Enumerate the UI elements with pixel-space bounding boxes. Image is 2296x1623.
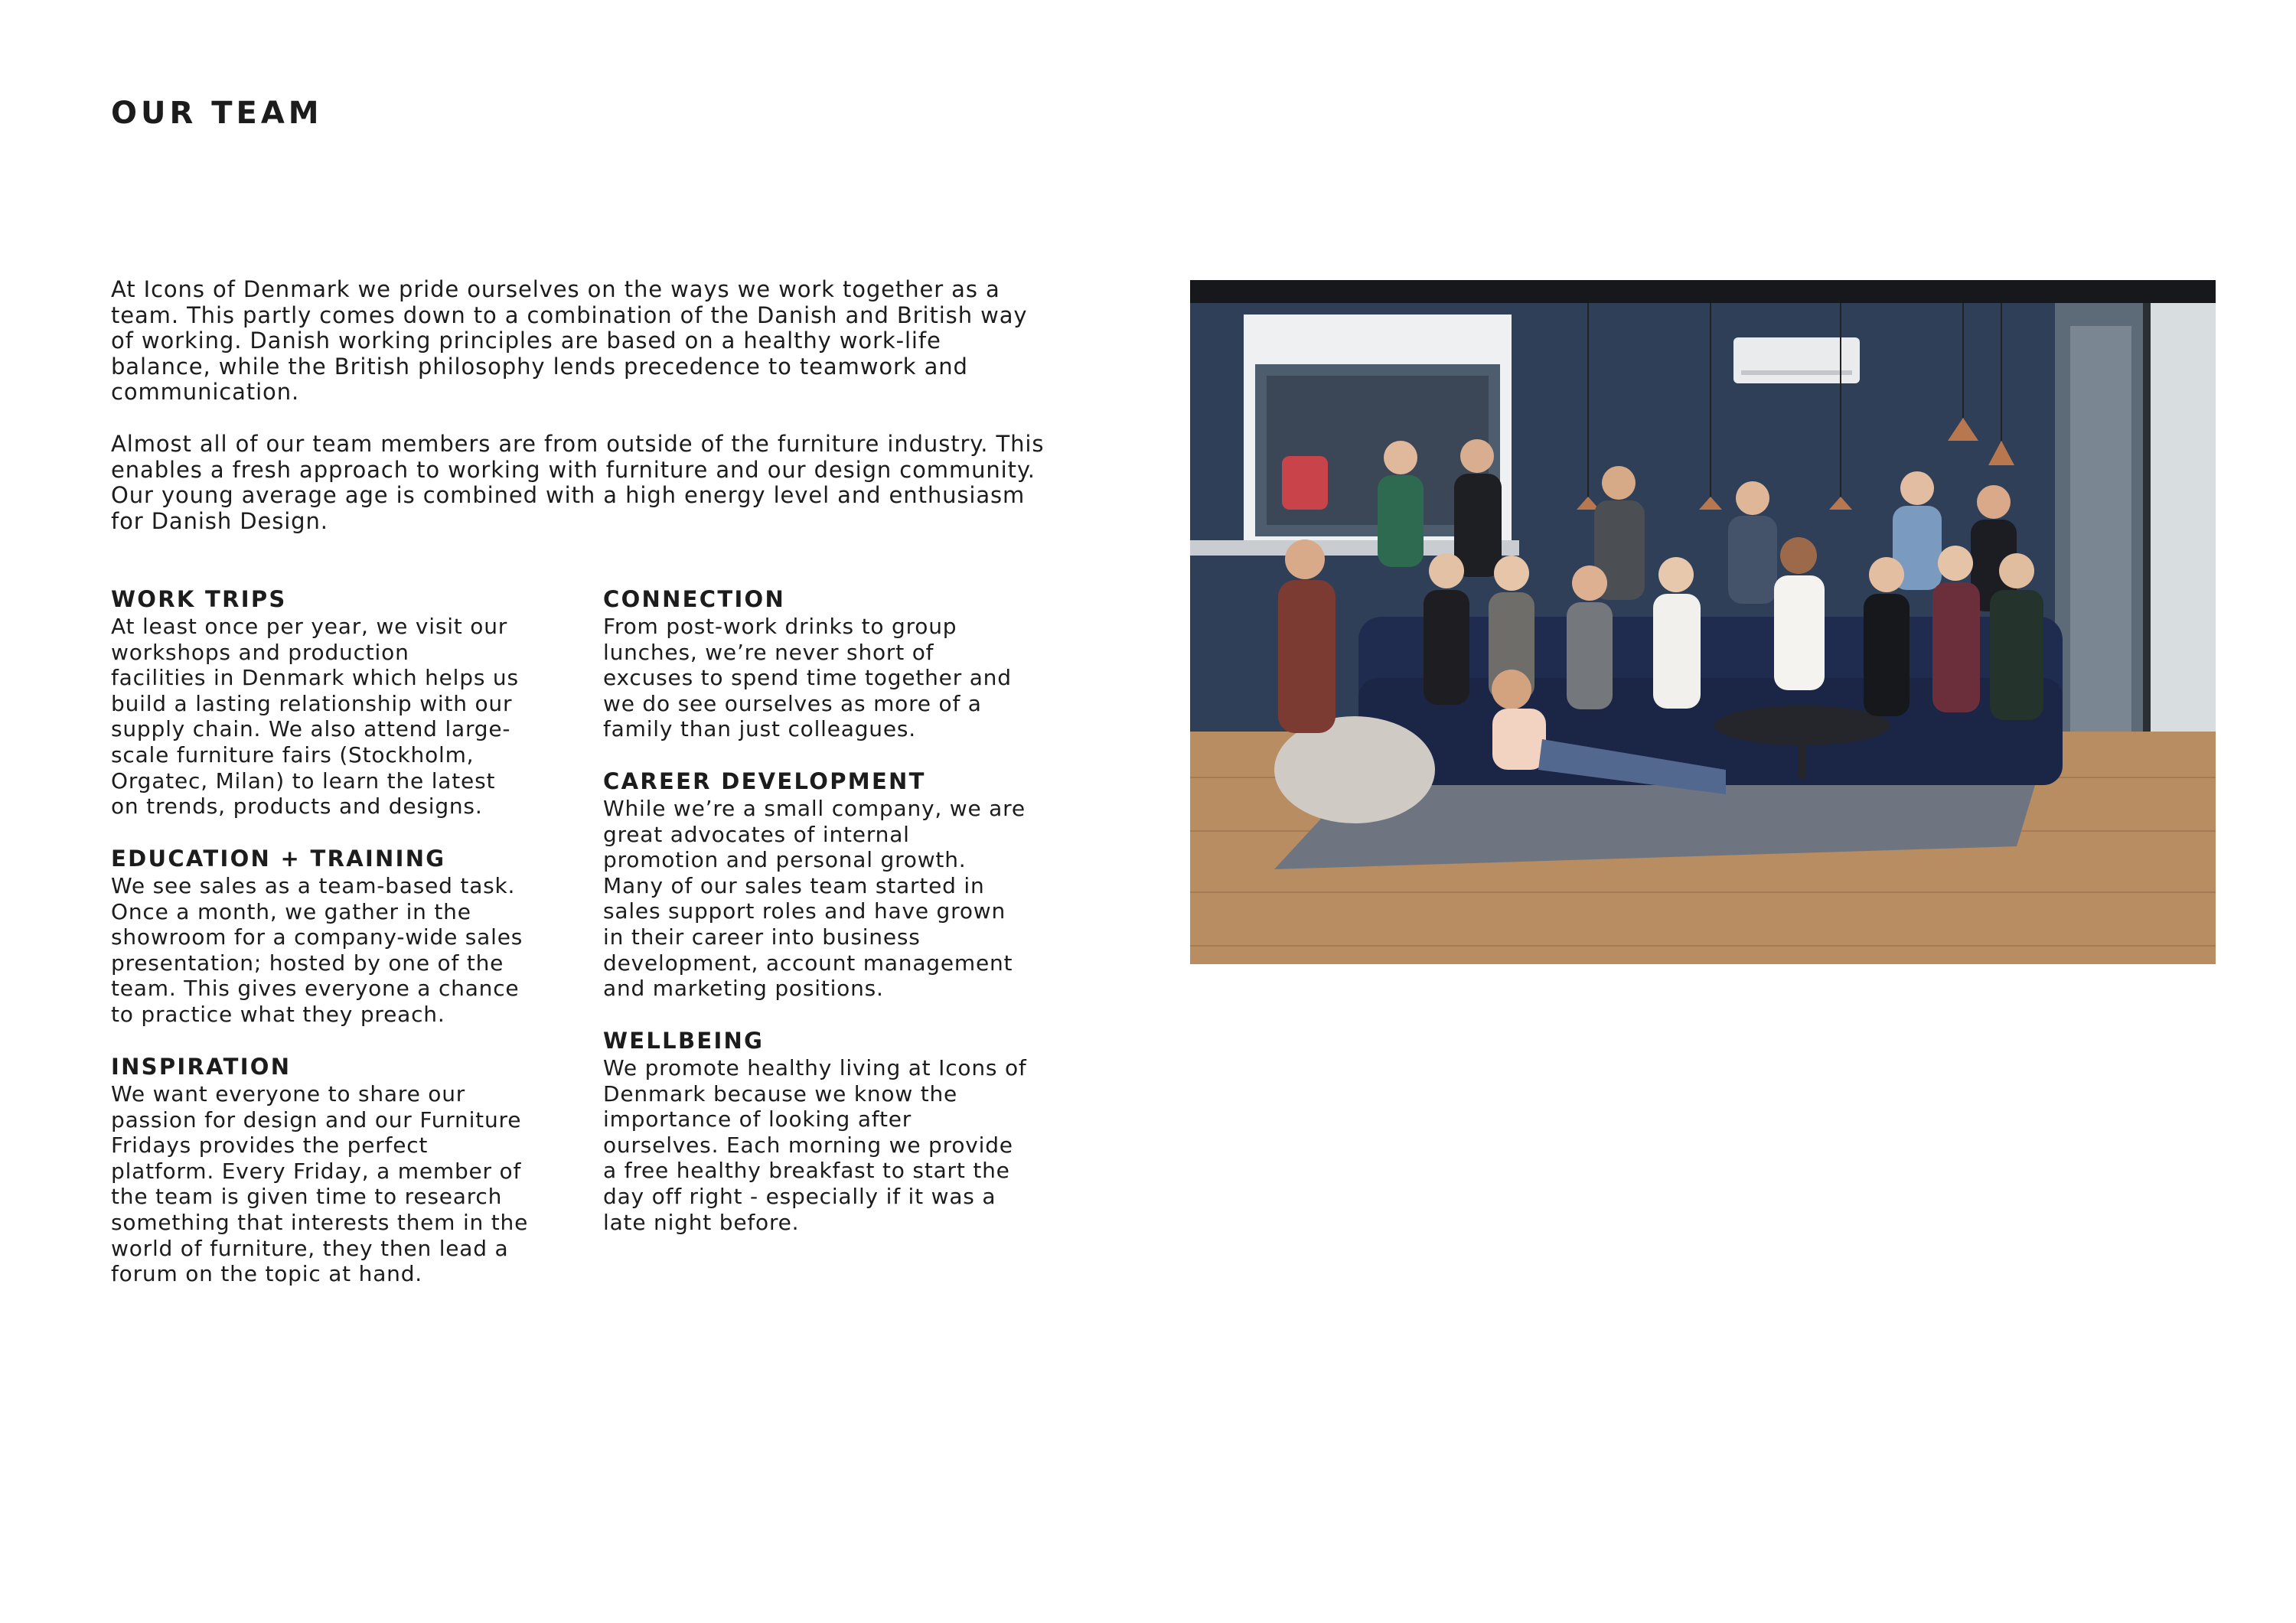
intro-paragraph-1: At Icons of Denmark we pride ourselves on the ways we work together as a team. This partly comes down to a combination of the Danish and British way of working. Danish working principles are based on a healthy work-life balance, while the British philosophy lends precedence to teamwork and communication. — [111, 276, 1028, 406]
section-connection — [603, 585, 1055, 742]
red-chair — [1282, 456, 1328, 510]
section-body: We see sales as a team-based task. Once a month, we gather in the showroom for a company-wide sales presentation; hosted by one of the team. This gives everyone a chance to practice what they preach. — [111, 873, 523, 1027]
ceiling — [1190, 280, 2216, 303]
section-heading: INSPIRATION — [111, 1054, 292, 1080]
section-body: We want everyone to share our passion for design and our Furniture Fridays provides the perfect platform. Every Friday, a member of the team is given time to research something that interests them in the world of furniture, they then lead a forum on the topic at hand. — [111, 1081, 529, 1287]
section-body: From post-work drinks to group lunches, we’re never short of excuses to spend time together and we do see ourselves as more of a family than just colleagues. — [603, 614, 1012, 742]
intro-paragraph-2: Almost all of our team members are from outside of the furniture industry. This enables a fresh approach to working with furniture and our design community. Our young average age is combined with a high energy level and enthusiasm for Danish Design. — [111, 431, 1045, 534]
section-heading: WELLBEING — [603, 1028, 765, 1054]
section-heading: EDUCATION + TRAINING — [111, 846, 446, 872]
section-inspiration — [111, 1053, 563, 1287]
section-body: At least once per year, we visit our workshops and production facilities in Denmark which helps us build a lasting relationship with our supply chain. We also attend large- scale furniture fairs (Stockholm, Orgatec, Milan) to learn the latest on trends, products and designs. — [111, 614, 519, 820]
section-heading: CAREER DEVELOPMENT — [603, 768, 926, 794]
section-heading: WORK TRIPS — [111, 586, 287, 612]
page-title: OUR TEAM — [111, 96, 323, 131]
section-body: We promote healthy living at Icons of Denmark because we know the importance of looking after ourselves. Each morning we provide a free healthy breakfast to start the day off right - especially if it was a late night before. — [603, 1055, 1027, 1235]
section-body: While we’re a small company, we are great advocates of internal promotion and personal growth. Many of our sales team started in sales support roles and have grown in their career into business development, account management and marketing positions. — [603, 796, 1026, 1002]
section-wellbeing — [603, 1027, 1055, 1235]
section-education-training — [111, 845, 563, 1028]
section-heading: CONNECTION — [603, 586, 786, 612]
team-photo — [1190, 280, 2216, 964]
section-career-development — [603, 768, 1055, 1002]
section-work-trips — [111, 585, 563, 820]
